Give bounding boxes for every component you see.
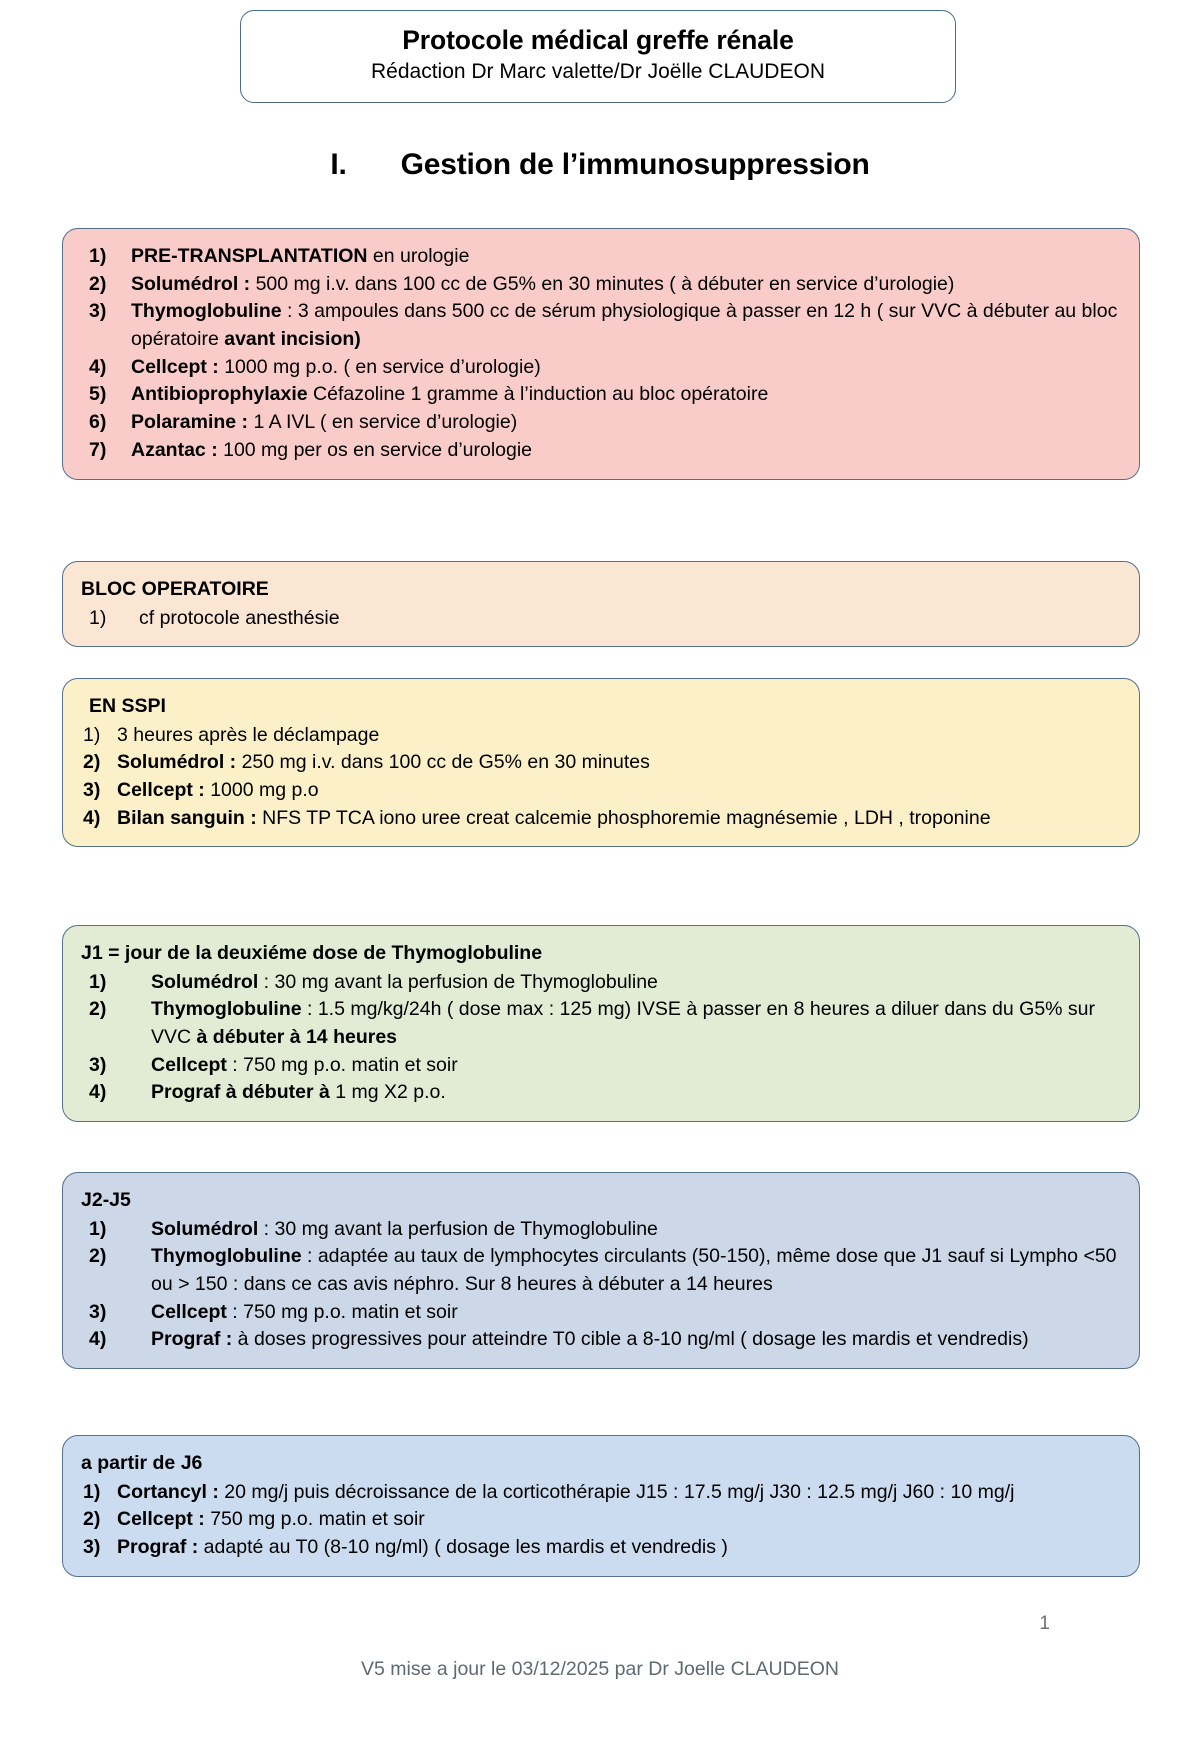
item-text: 1000 mg p.o [204, 779, 319, 802]
item-number: 4) [83, 806, 101, 829]
item-text: à doses progressives pour atteindre T0 cible a 8-10 ng/ml ( dosage les mardis et vendredis) [232, 1328, 1029, 1351]
item-number: 1) [89, 245, 107, 267]
title-box [240, 10, 956, 103]
list-item [81, 409, 1121, 437]
item-label: Thymoglobuline [151, 998, 302, 1021]
list-item [81, 1534, 1121, 1562]
item-label: Cellcept : [131, 355, 219, 378]
item-list-a-partir-de-j6 [81, 1479, 1121, 1562]
item-number: 6) [89, 411, 107, 434]
item-text: 250 mg i.v. dans 100 cc de G5% en 30 minutes [236, 751, 650, 774]
item-label: Prograf à débuter à [151, 1081, 330, 1104]
item-list-bloc-operatoire [81, 605, 1121, 633]
item-label: Cellcept [151, 1053, 227, 1076]
box-title: a partir de J6 [81, 1452, 203, 1474]
list-item [81, 243, 1121, 271]
list-item [81, 381, 1121, 409]
item-number: 1) [89, 970, 107, 993]
item-text: : 750 mg p.o. matin et soir [226, 1053, 458, 1076]
item-number: 3) [83, 1536, 101, 1559]
list-item [81, 1243, 1121, 1298]
list-item [81, 1479, 1121, 1507]
list-item [81, 1326, 1121, 1354]
item-number: 2) [89, 1245, 107, 1268]
item-text: en urologie [367, 245, 470, 267]
list-item [81, 996, 1121, 1051]
box-title: J1 = jour de la deuxiéme dose de Thymoglobuline [81, 942, 543, 964]
list-item [81, 1216, 1121, 1244]
list-item [81, 777, 1121, 805]
item-number: 4) [89, 1328, 107, 1351]
item-text: : adaptée au taux de lymphocytes circulants (50-150), même dose que J1 sauf si Lympho <50 ou > 150 : dans ce cas avis néphro. Sur 8 heures à débuter a 14 heures [151, 1245, 1117, 1296]
box-title: BLOC OPERATOIRE [81, 578, 269, 600]
item-number: 2) [83, 1508, 101, 1531]
list-item [81, 1052, 1121, 1080]
item-text: 100 mg per os en service d’urologie [217, 438, 533, 461]
item-text: 1 A IVL ( en service d’urologie) [248, 411, 518, 434]
item-text: 20 mg/j puis décroissance de la corticothérapie J15 : 17.5 mg/j J30 : 12.5 mg/j J60 : 10 mg/j [218, 1480, 1015, 1503]
list-item [81, 271, 1121, 299]
box-title: J2-J5 [81, 1189, 131, 1211]
item-label: Cortancyl : [117, 1480, 219, 1503]
list-item [81, 722, 1121, 750]
item-text: : 1.5 mg/kg/24h ( dose max : 125 mg) IVSE à passer en 8 heures a diluer dans du G5% sur VVC [151, 998, 1096, 1049]
box-bloc-operatoire [62, 561, 1140, 647]
page-title: Protocole médical greffe rénale [402, 25, 794, 55]
item-list-pre-transplantation [81, 243, 1121, 465]
item-number: 1) [89, 606, 107, 629]
item-label: Cellcept : [117, 1508, 205, 1531]
list-item [81, 1299, 1121, 1327]
section-numeral: I. [330, 148, 347, 181]
item-number: 7) [89, 438, 107, 461]
item-number: 3) [89, 1053, 107, 1076]
item-label: Thymoglobuline [151, 1245, 302, 1268]
footer-note: V5 mise a jour le 03/12/2025 par Dr Joelle CLAUDEON [361, 1658, 839, 1680]
item-text: 1000 mg p.o. ( en service d’urologie) [218, 355, 541, 378]
item-label: Solumédrol [151, 1217, 259, 1240]
item-label: Antibioprophylaxie [131, 383, 308, 406]
item-number: 2) [89, 998, 107, 1021]
item-label: PRE-TRANSPLANTATION [131, 245, 368, 267]
list-item [81, 354, 1121, 382]
item-number: 2) [83, 751, 101, 774]
item-text: adapté au T0 (8-10 ng/ml) ( dosage les mardis et vendredis ) [198, 1536, 728, 1559]
item-number: 5) [89, 383, 107, 406]
item-text: NFS TP TCA iono uree creat calcemie phosphoremie magnésemie , LDH , troponine [256, 806, 991, 829]
item-text: : 3 ampoules dans 500 cc de sérum physiologique à passer en 12 h ( sur VVC à débuter au bloc opératoire [131, 300, 1118, 351]
list-item [81, 749, 1121, 777]
item-number: 1) [83, 723, 101, 746]
list-item [81, 1506, 1121, 1534]
item-text: : 750 mg p.o. matin et soir [226, 1300, 458, 1323]
box-a-partir-de-j6 [62, 1435, 1140, 1577]
item-number: 4) [89, 1081, 107, 1104]
box-title: EN SSPI [89, 695, 166, 717]
item-number: 1) [83, 1480, 101, 1503]
item-text: cf protocole anesthésie [139, 606, 340, 629]
list-item [81, 805, 1121, 833]
item-text-emphasis: avant incision) [224, 328, 361, 351]
item-label: Solumédrol : [131, 272, 251, 295]
item-text: : 30 mg avant la perfusion de Thymoglobuline [258, 1217, 658, 1240]
list-item [81, 437, 1121, 465]
item-list-j1 [81, 969, 1121, 1107]
page-number: 1 [1039, 1613, 1050, 1634]
item-label: Polaramine : [131, 411, 249, 434]
item-text: 3 heures après le déclampage [117, 723, 380, 746]
item-label: Bilan sanguin : [117, 806, 257, 829]
list-item [81, 969, 1121, 997]
item-number: 3) [89, 1300, 107, 1323]
item-number: 4) [89, 355, 107, 378]
item-list-j2-j5 [81, 1216, 1121, 1354]
box-j1 [62, 925, 1140, 1122]
item-label: Prograf : [117, 1536, 199, 1559]
item-list-en-sspi [81, 722, 1121, 833]
list-item [81, 605, 1121, 633]
page-subtitle: Rédaction Dr Marc valette/Dr Joëlle CLAUDEON [371, 60, 825, 84]
list-item [81, 298, 1121, 353]
item-number: 3) [83, 779, 101, 802]
item-text: 750 mg p.o. matin et soir [204, 1508, 425, 1531]
box-en-sspi [62, 678, 1140, 847]
item-text: 500 mg i.v. dans 100 cc de G5% en 30 minutes ( à débuter en service d’urologie) [250, 272, 955, 295]
item-text: : 30 mg avant la perfusion de Thymoglobuline [258, 970, 658, 993]
item-number: 2) [89, 272, 107, 295]
item-text: 1 mg X2 p.o. [329, 1081, 446, 1104]
item-label: Prograf : [151, 1328, 233, 1351]
item-label: Solumédrol [151, 970, 259, 993]
item-number: 3) [89, 300, 107, 323]
box-pre-transplantation [62, 228, 1140, 480]
section-heading [0, 148, 1200, 182]
item-label: Cellcept : [117, 779, 205, 802]
section-title: Gestion de l’immunosuppression [400, 148, 870, 181]
item-label: Thymoglobuline [131, 300, 282, 323]
item-label: Cellcept [151, 1300, 227, 1323]
box-j2-j5 [62, 1172, 1140, 1369]
item-label: Solumédrol : [117, 751, 237, 774]
list-item [81, 1079, 1121, 1107]
item-number: 1) [89, 1217, 107, 1240]
item-label: Azantac : [131, 438, 218, 461]
item-text: Céfazoline 1 gramme à l’induction au bloc opératoire [307, 383, 769, 406]
item-text-emphasis: à débuter à 14 heures [196, 1026, 398, 1049]
